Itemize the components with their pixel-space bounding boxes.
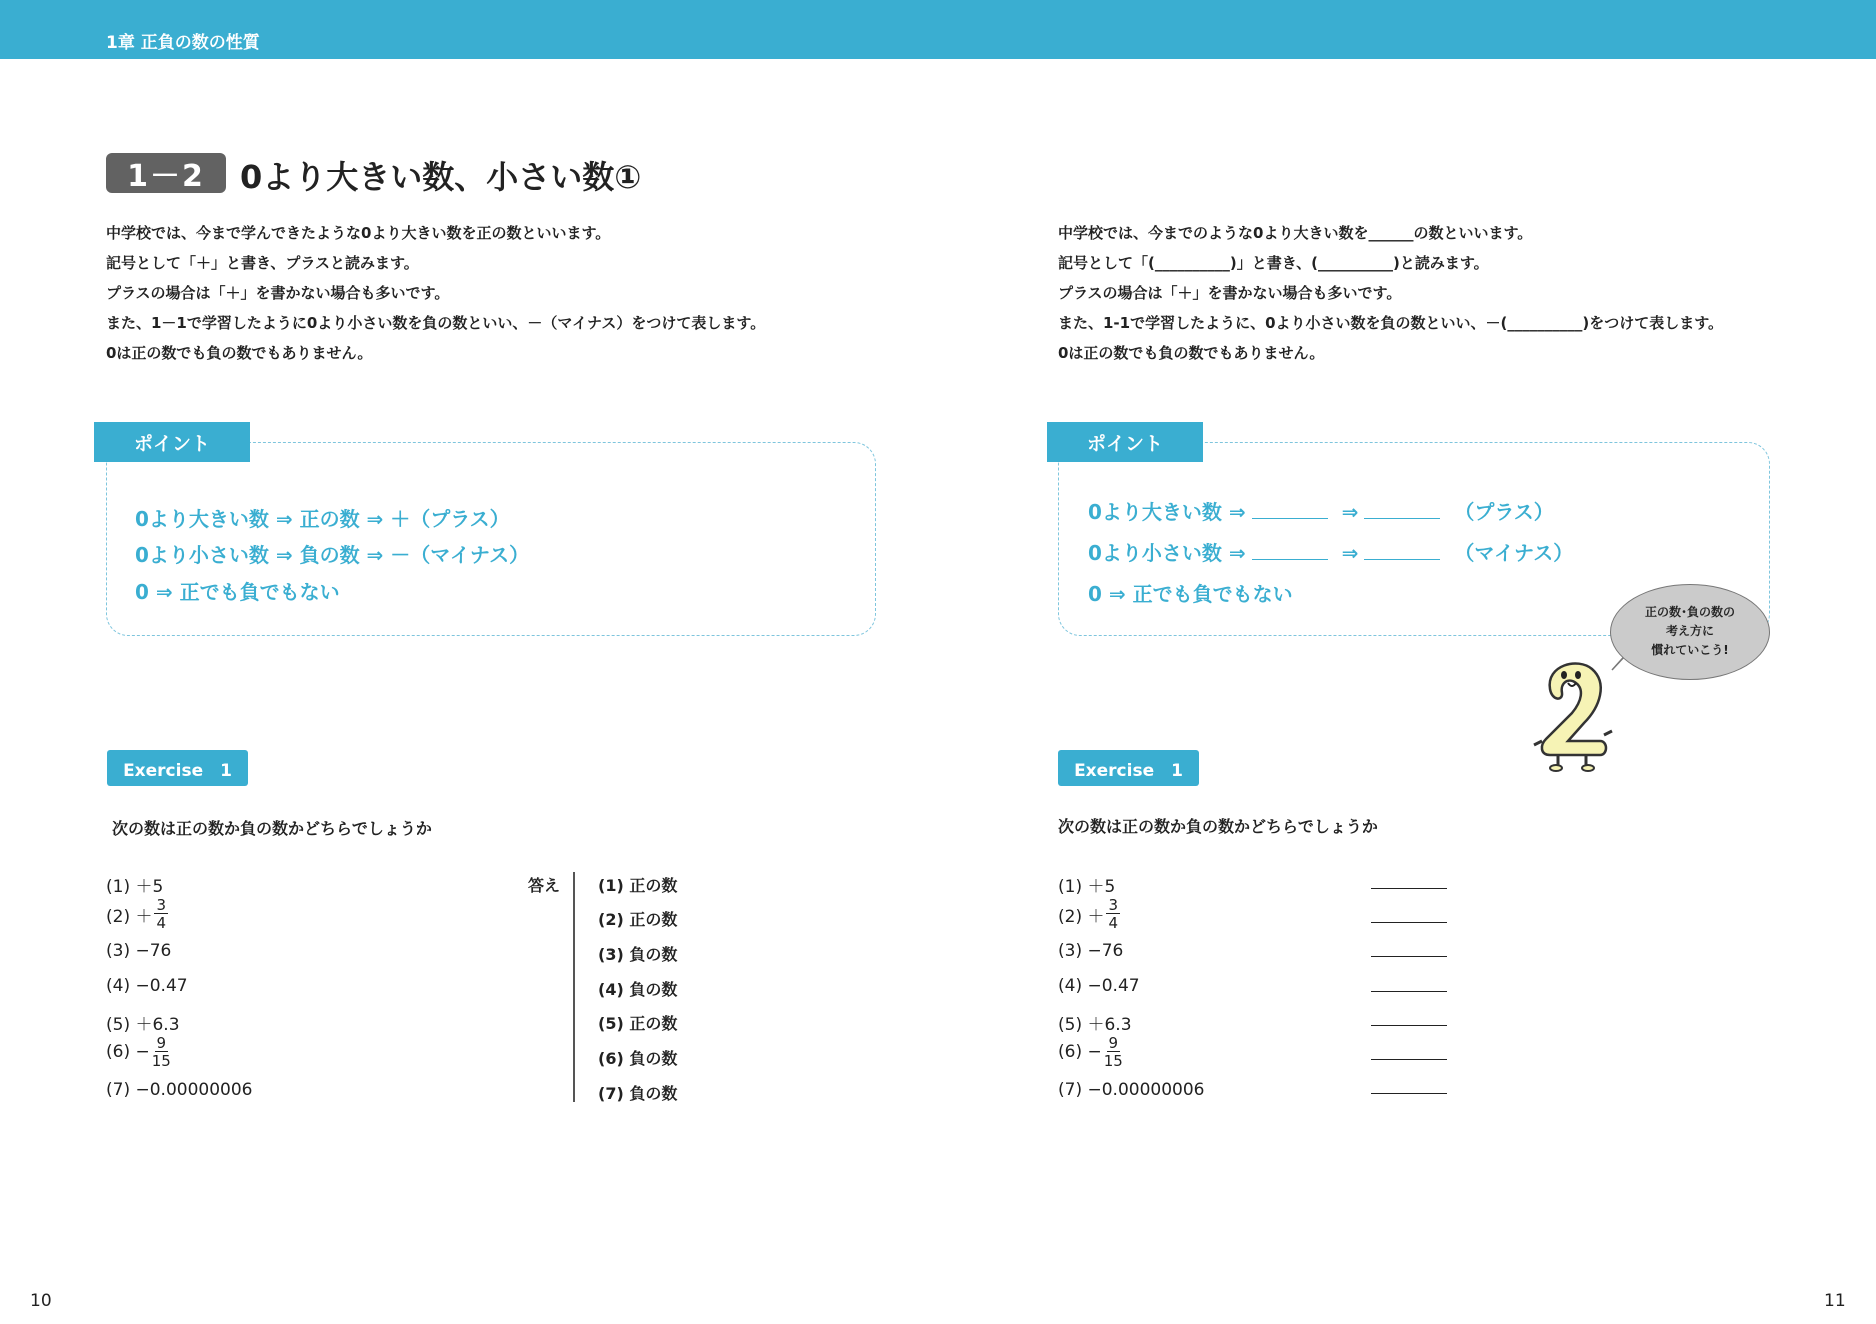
- intro-line: 0は正の数でも負の数でもありません。: [1058, 344, 1325, 362]
- bubble-line: 考え方に: [1665, 624, 1714, 638]
- point-arrow: ⇒: [1341, 541, 1359, 565]
- left-exercise-tab: Exercise 1: [107, 750, 248, 786]
- intro-line: 中学校では、今まで学んできたような0より大きい数を正の数といいます。: [106, 224, 611, 242]
- answer-blank-line: [1371, 990, 1447, 992]
- exercise-item: (4) −0.47: [106, 976, 188, 996]
- point-line-suffix: （プラス）: [1454, 500, 1554, 524]
- exercise-item: [1058, 898, 1120, 930]
- exercise-item: [1058, 1036, 1123, 1068]
- fraction-denominator: 15: [151, 1052, 171, 1070]
- answer-blank-line: [1371, 955, 1447, 957]
- point-line: 0 ⇒ 正でも負でもない: [1088, 582, 1293, 606]
- fraction: [1106, 898, 1120, 930]
- bubble-line: 正の数･負の数の: [1644, 605, 1735, 619]
- answer-item: (6) 負の数: [598, 1049, 678, 1068]
- answer-blank-line: [1371, 887, 1447, 889]
- page-number-right: 11: [1824, 1291, 1846, 1311]
- exercise-item: (1) ＋5: [1058, 877, 1116, 897]
- fraction-numerator: 9: [156, 1034, 167, 1052]
- chapter-title: 1章 正負の数の性質: [106, 33, 260, 53]
- exercise-item: (1) ＋5: [106, 877, 164, 897]
- fraction: [1104, 1036, 1123, 1068]
- answer-blank-line: [1371, 921, 1447, 923]
- point-fill-line: [1088, 496, 1554, 525]
- answer-item: (5) 正の数: [598, 1014, 678, 1033]
- exercise-item: (3) −76: [1058, 941, 1124, 961]
- point-line: 0 ⇒ 正でも負でもない: [135, 580, 340, 604]
- section-title: 0より大きい数、小さい数①: [240, 158, 642, 196]
- answer-item: (7) 負の数: [598, 1084, 678, 1103]
- point-fill-line: [1088, 537, 1573, 566]
- right-exercise-question: 次の数は正の数か負の数かどちらでしょうか: [1058, 817, 1378, 836]
- left-intro-text: [106, 218, 765, 368]
- intro-line: また、1－1で学習したように0より小さい数を負の数といい、－（マイナス）をつけて表します。: [106, 314, 766, 332]
- fraction: [154, 898, 168, 930]
- section-number-badge: 1－2: [106, 153, 226, 193]
- bubble-line: 慣れていこう!: [1651, 643, 1729, 657]
- exercise-item: (4) −0.47: [1058, 976, 1140, 996]
- exercise-item: [106, 1036, 171, 1068]
- intro-line: 記号として「(__________)」と書き、(__________)と読みます。: [1058, 254, 1489, 272]
- exercise-item: (5) ＋6.3: [1058, 1015, 1132, 1035]
- right-exercise-tab: Exercise 1: [1058, 750, 1199, 786]
- item-prefix: (6) −: [106, 1042, 150, 1062]
- right-intro-text: [1058, 218, 1723, 368]
- answer-item: (1) 正の数: [598, 876, 678, 895]
- item-prefix: (2) ＋: [106, 906, 153, 927]
- fraction-numerator: 3: [156, 896, 167, 914]
- intro-line: また、1-1で学習したように、0より小さい数を負の数といい、－(__________)をつけて表します。: [1058, 314, 1724, 332]
- item-prefix: (6) −: [1058, 1042, 1102, 1062]
- exercise-item: [106, 898, 168, 930]
- fill-blank: [1252, 501, 1328, 519]
- right-point-tab: ポイント: [1047, 422, 1203, 462]
- page-number-left: 10: [30, 1291, 52, 1311]
- number-two-character-icon: [1528, 655, 1618, 773]
- answer-item: (2) 正の数: [598, 910, 678, 929]
- answer-item: (4) 負の数: [598, 980, 678, 999]
- intro-line: 中学校では、今までのような0より大きい数を______の数といいます。: [1058, 224, 1533, 242]
- intro-line: 0は正の数でも負の数でもありません。: [106, 344, 373, 362]
- exercise-item: (7) −0.00000006: [106, 1080, 253, 1100]
- fraction-numerator: 3: [1108, 896, 1119, 914]
- intro-line: プラスの場合は「＋」を書かない場合も多いです。: [1058, 284, 1402, 302]
- speech-bubble: [1610, 584, 1770, 680]
- fill-blank: [1364, 542, 1440, 560]
- answer-divider: [573, 872, 575, 1102]
- item-prefix: (2) ＋: [1058, 906, 1105, 927]
- left-exercise-question: 次の数は正の数か負の数かどちらでしょうか: [112, 819, 432, 838]
- fraction-denominator: 4: [156, 914, 167, 932]
- point-line-prefix: 0より大きい数 ⇒: [1088, 500, 1246, 524]
- intro-line: 記号として「＋」と書き、プラスと読みます。: [106, 254, 419, 272]
- chapter-header-bar: [0, 0, 1876, 59]
- exercise-item: (3) −76: [106, 941, 172, 961]
- fill-blank: [1364, 501, 1440, 519]
- point-line-prefix: 0より小さい数 ⇒: [1088, 541, 1246, 565]
- fill-blank: [1252, 542, 1328, 560]
- point-arrow: ⇒: [1341, 500, 1359, 524]
- point-line: 0より大きい数 ⇒ 正の数 ⇒ ＋（プラス）: [135, 507, 510, 531]
- exercise-item: (5) ＋6.3: [106, 1015, 180, 1035]
- answer-label: 答え: [528, 876, 561, 895]
- left-point-tab: ポイント: [94, 422, 250, 462]
- point-line: 0より小さい数 ⇒ 負の数 ⇒ －（マイナス）: [135, 543, 530, 567]
- intro-line: プラスの場合は「＋」を書かない場合も多いです。: [106, 284, 450, 302]
- fraction-denominator: 4: [1108, 914, 1119, 932]
- answer-item: (3) 負の数: [598, 945, 678, 964]
- fraction: [152, 1036, 171, 1068]
- fraction-numerator: 9: [1108, 1034, 1119, 1052]
- point-line-suffix: （マイナス）: [1454, 541, 1574, 565]
- answer-blank-line: [1371, 1024, 1447, 1026]
- exercise-item: (7) −0.00000006: [1058, 1080, 1205, 1100]
- answer-blank-line: [1371, 1058, 1447, 1060]
- fraction-denominator: 15: [1103, 1052, 1123, 1070]
- answer-blank-line: [1371, 1092, 1447, 1094]
